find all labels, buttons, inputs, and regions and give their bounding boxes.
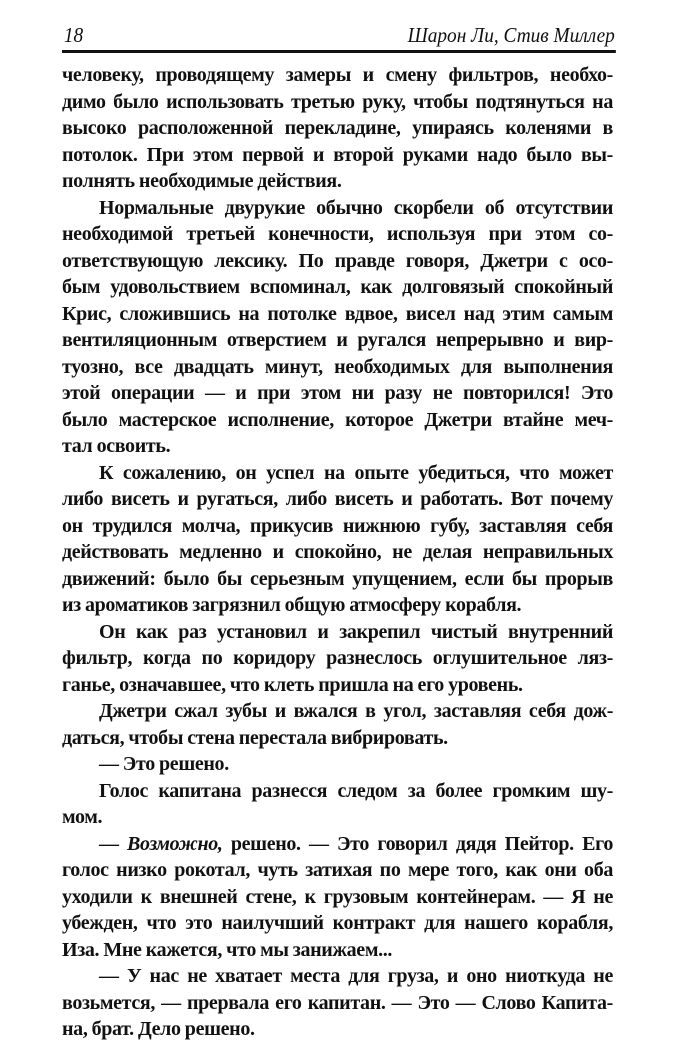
- text-line: Нормальные двурукие обычно скорбели об отсутствии: [99, 196, 613, 219]
- text-line: Крис, сложившись на потолке вдвое, висел над этим самым: [62, 302, 613, 325]
- text-line: потолок. При этом первой и второй руками надо было вы-: [62, 143, 613, 166]
- text-line: было мастерское исполнение, которое Джетри втайне меч-: [62, 408, 613, 431]
- text-line: он трудился молча, прикусив нижнюю губу, заставляя себя: [62, 514, 613, 537]
- text-line: необходимой третьей конечности, используя при этом со-: [62, 223, 613, 245]
- body-text: [62, 62, 613, 1043]
- text-line: бым удовольствием вспоминал, как долговязый спокойный: [62, 276, 613, 298]
- text-line: убежден, что это наилучший контракт для нашего корабля,: [62, 912, 613, 934]
- text-line: вентиляционным отверстием и ругался непрерывно и вир-: [62, 329, 613, 351]
- text-line: [62, 831, 613, 858]
- text-line: даться, чтобы стена перестала вибрировать.: [62, 726, 448, 749]
- text-line: К сожалению, он успел на опыте убедиться, что может: [99, 461, 613, 484]
- book-page: [62, 22, 613, 1043]
- text-line: туозно, все двадцать минут, необходимых для выполнения: [62, 355, 613, 378]
- text-line: — Это решено.: [99, 753, 229, 775]
- text-line: на, брат. Дело решено.: [62, 1018, 255, 1040]
- text-line: уходили к внешней стене, к грузовым контейнерам. — Я не: [62, 885, 613, 908]
- page-number: 18: [63, 23, 84, 47]
- text-line: из ароматиков загрязнил общую атмосферу корабля.: [62, 594, 522, 616]
- text-run: решено. — Это говорил дядя Пейтор. Его: [222, 832, 613, 855]
- text-line: действовать медленно и спокойно, не делая неправильных: [62, 541, 613, 563]
- text-line: либо висеть и ругаться, либо висеть и работать. Вот почему: [62, 488, 613, 510]
- italic-text: Возможно,: [126, 832, 223, 855]
- text-line: голос низко рокотал, чуть затихая по мере того, как они оба: [62, 859, 613, 881]
- text-line: ганье, означавшее, что клеть пришла на его уровень.: [62, 673, 523, 696]
- text-line: Джетри сжал зубы и вжался в угол, заставляя себя дож-: [99, 700, 613, 722]
- text-line: полнять необходимые действия.: [62, 170, 342, 192]
- text-run: —: [99, 832, 127, 855]
- text-line: фильтр, когда по коридору разнеслось оглушительное ляз-: [62, 647, 613, 669]
- text-line: этой операции — и при этом ни разу не повторился! Это: [62, 382, 613, 404]
- text-line: человеку, проводящему замеры и смену фильтров, необхо-: [62, 64, 613, 86]
- text-line: Иза. Мне кажется, что мы занижаем...: [62, 938, 393, 961]
- text-line: ответствующую лексику. По правде говоря, Джетри с осо-: [62, 249, 613, 272]
- text-line: Голос капитана разнесся следом за более громким шу-: [99, 779, 613, 802]
- text-line: возьмется, — прервала его капитан. — Это — Слово Капита-: [62, 991, 613, 1014]
- text-line: Он как раз установил и закрепил чистый внутренний: [99, 620, 613, 643]
- text-line: движений: было бы серьезным упущением, если бы прорыв: [62, 567, 613, 590]
- text-line: — У нас не хватает места для груза, и оно ниоткуда не: [99, 965, 613, 987]
- text-line: высоко расположенной перекладине, упираясь коленями в: [62, 117, 613, 139]
- text-line: тал освоить.: [62, 435, 171, 457]
- running-title: Шарон Ли, Стив Миллер: [407, 23, 615, 47]
- text-line: мом.: [62, 806, 103, 828]
- running-header: [62, 22, 616, 53]
- text-line: димо было использовать третью руку, чтобы подтянуться на: [62, 90, 613, 113]
